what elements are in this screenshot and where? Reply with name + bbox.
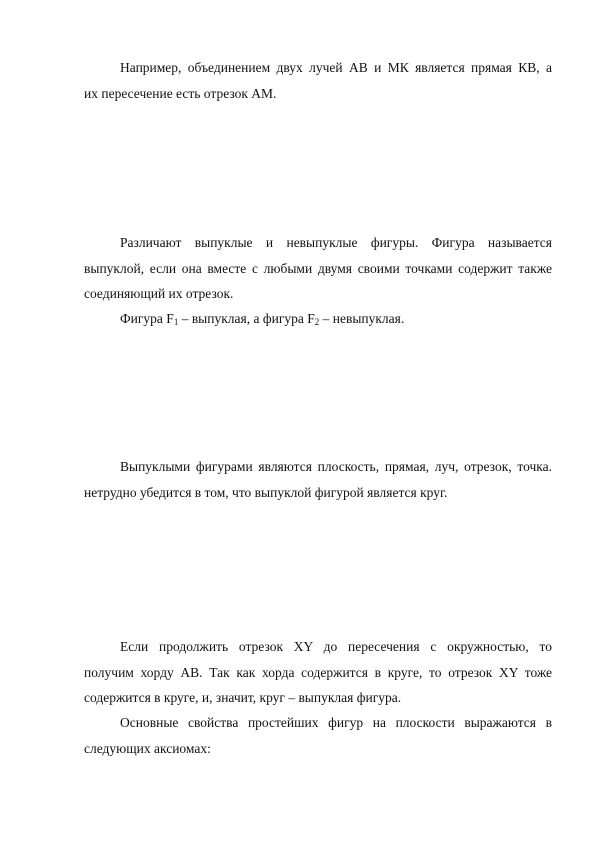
text-line: содержится в круге, и, значит, круг – выпуклая фигура. [84, 690, 402, 705]
text-fragment: Фигура F [120, 311, 174, 326]
paragraph-rays-union [84, 55, 552, 106]
text-line: Например, объединением двух лучей АВ и МК является прямая КВ, а [120, 60, 552, 75]
paragraph-axioms [84, 710, 552, 761]
text-line [84, 306, 552, 332]
text-line: Различают выпуклые и невыпуклые фигуры. Фигура называется [120, 235, 552, 250]
subscript: 2 [314, 317, 320, 327]
text-fragment: – выпуклая, а фигура F [178, 311, 315, 326]
text-line: следующих аксиомах: [84, 740, 211, 756]
text-line: их пересечение есть отрезок АМ. [84, 85, 277, 101]
paragraph-convex-examples [84, 454, 552, 505]
text-line: получим хорду АВ. Так как хорда содержится в круге, то отрезок XY тоже [84, 664, 552, 680]
text-line: Выпуклыми фигурами являются плоскость, прямая, луч, отрезок, точка. [120, 459, 552, 474]
text-line: Основные свойства простейших фигур на плоскости выражаются в [120, 715, 552, 730]
text-fragment: – невыпуклая. [319, 311, 405, 326]
paragraph-figures-f1-f2 [84, 306, 552, 332]
paragraph-chord-circle [84, 634, 552, 711]
text-line: выпуклой, если она вместе с любыми двумя своими точками содержит также [84, 260, 552, 276]
text-line: Если продолжить отрезок XY до пересечения с окружностью, то [120, 639, 552, 654]
text-line: нетрудно убедится в том, что выпуклой фигурой является круг. [84, 484, 448, 500]
text-line: соединяющий их отрезок. [84, 286, 234, 301]
paragraph-convex-definition [84, 230, 552, 307]
subscript: 1 [173, 317, 179, 327]
